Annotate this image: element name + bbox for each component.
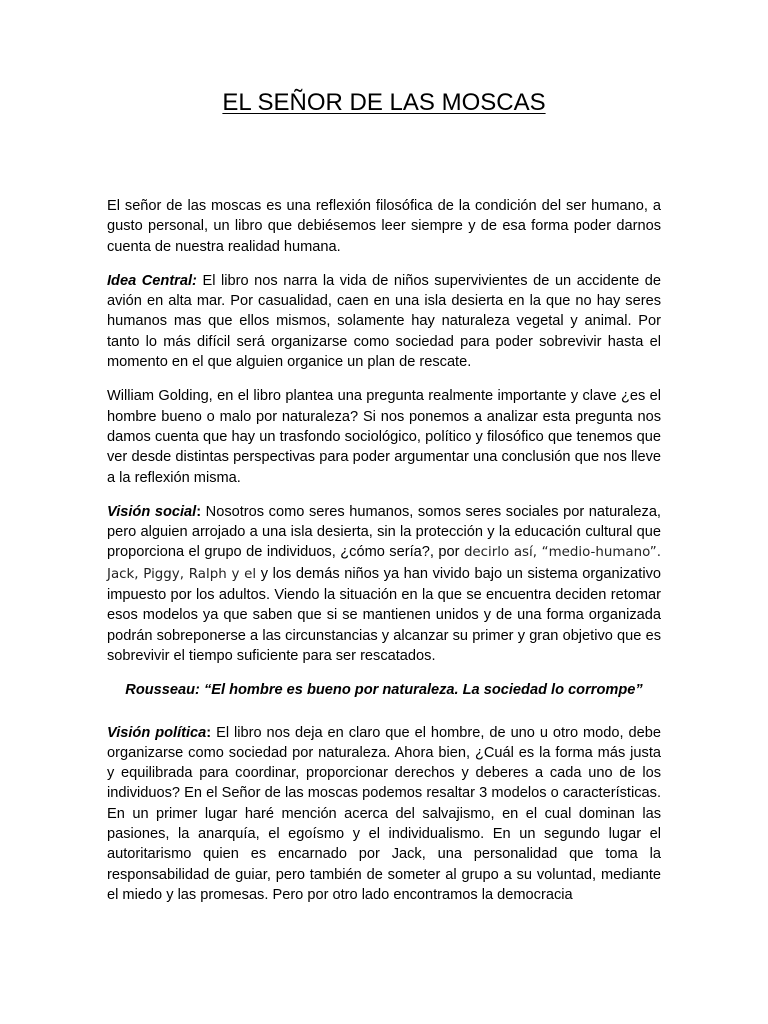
golding-paragraph: William Golding, en el libro plantea una pregunta realmente importante y clave ¿es el hombre bueno o malo por naturaleza? Si nos ponemos a analizar esta pregunta nos damos cuenta que hay un trasfondo sociológico, político y filosófico que tenemos que ver desde distintas perspectivas para poder argumentar una conclusión que nos lleve a la reflexión misma.	[107, 388, 661, 486]
vision-politica-text: El libro nos deja en claro que el hombre, de uno u otro modo, debe organizarse como sociedad por naturaleza. Ahora bien, ¿Cuál es la forma más justa y equilibrada para coordinar, proporcionar derechos y deberes a cada uno de los individuos? En el Señor de las moscas podemos resaltar 3 modelos o características. En un primer lugar haré mención acerca del salvajismo, en el cual dominan las pasiones, la anarquía, el egoísmo y el individualismo. En un segundo lugar el autoritarismo quien es encarnado por Jack, una personalidad que toma la responsabilidad de guiar, pero también de someter al grupo a su voluntad, mediante el miedo y las promesas. Pero por otro lado encontramos la democracia	[107, 724, 661, 903]
idea-central-paragraph	[107, 271, 661, 372]
document-body	[107, 196, 661, 919]
vision-social-text-a: Nosotros como seres humanos, somos seres sociales por naturaleza, pero alguien arrojado a una isla desierta, sin la protección y la educación cultural que proporciona el grupo de individuos, ¿cómo sería?, por	[107, 503, 661, 561]
vision-politica-paragraph	[107, 723, 661, 906]
vision-social-text-alt: decirlo así, “medio-humano”. Jack, Piggy, Ralph y el	[107, 545, 661, 582]
vision-politica-label: Visión política	[107, 724, 207, 741]
rousseau-quote: Rousseau: “El hombre es bueno por naturaleza. La sociedad lo corrompe”	[125, 682, 643, 699]
vision-social-label: Visión social	[107, 503, 197, 520]
vision-social-text-b: y los demás niños ya han vivido bajo un sistema organizativo impuesto por los adultos. Viendo la situación en la que se encuentra deciden retomar esos modelos ya que saben que si se mantienen unidos y de una forma organizada podrán sobreponerse a las circunstancias y alcanzar su primer y gran objetivo que es sobrevivir el tiempo suficiente para ser rescatados.	[107, 565, 661, 664]
page-title: EL SEÑOR DE LAS MOSCAS	[222, 89, 546, 116]
vision-politica-colon: :	[206, 724, 212, 741]
idea-central-text: El libro nos narra la vida de niños supervivientes de un accidente de avión en alta mar. Por casualidad, caen en una isla desierta en la que no hay seres humanos mas que ellos mismos, solamente hay naturaleza vegetal y animal. Por tanto lo más difícil será organizarse como sociedad para poder sobrevivir hasta el momento en el que alguien organice un plan de rescate.	[107, 272, 661, 371]
idea-central-label: Idea Central:	[107, 272, 197, 289]
vision-social-paragraph	[107, 502, 661, 666]
intro-paragraph: El señor de las moscas es una reflexión filosófica de la condición del ser humano, a gusto personal, un libro que debiésemos leer siempre y de esa forma poder darnos cuenta de nuestra realidad humana.	[107, 198, 661, 255]
vision-social-colon: :	[196, 503, 202, 520]
